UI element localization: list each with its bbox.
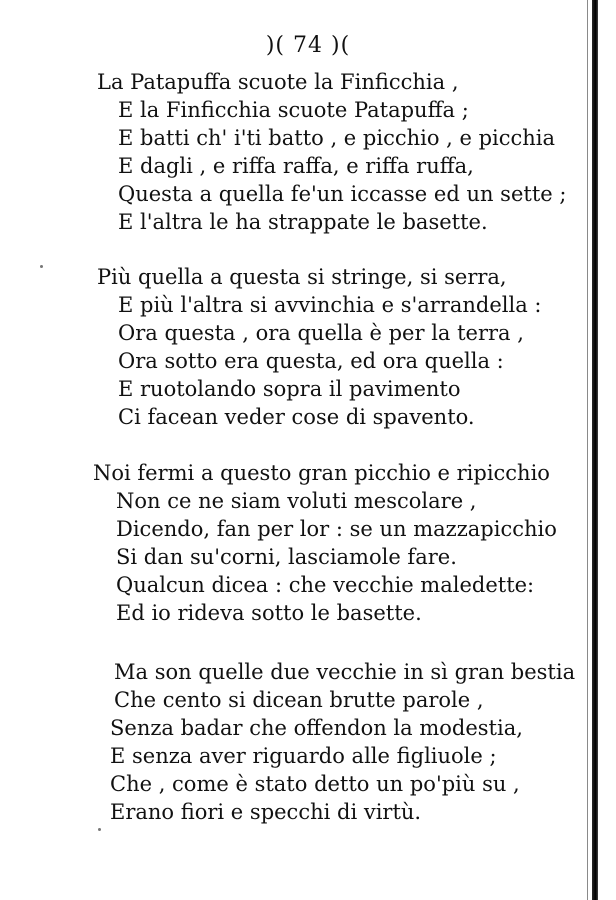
verse-line: Ma son quelle due vecchie in sì gran bestia [114,660,576,684]
page-number: )( 74 )( [265,33,351,58]
verse-line: Questa a quella fe'un iccasse ed un sette ; [118,182,567,206]
verse-line: E l'altra le ha strappate le basette. [118,210,488,234]
verse-line: Ed io rideva sotto le basette. [116,601,422,625]
verse-line: Ci facean veder cose di spavento. [118,405,475,429]
verse-line: Ora questa , ora quella è per la terra , [118,321,524,345]
ink-speck [40,265,43,268]
verse-line: Che cento si dicean brutte parole , [114,688,484,712]
verse-line: E batti ch' i'ti batto , e picchio , e picchia [118,126,556,150]
binding-edge [592,0,598,900]
verse-line: E la Finficchia scuote Patapuffa ; [118,98,469,122]
verse-line: Noi fermi a questo gran picchio e ripicchio [93,461,550,485]
ink-speck [98,828,101,831]
verse-line: Erano fiori e specchi di virtù. [110,800,422,824]
verse-line: Che , come è stato detto un po'più su , [110,772,520,796]
verse-line: Qualcun dicea : che vecchie maledette: [116,573,535,597]
verse-line: E senza aver riguardo alle figliuole ; [110,744,497,768]
verse-line: Senza badar che offendon la modestia, [110,716,523,740]
verse-line: E più l'altra si avvinchia e s'arrandella : [118,293,542,317]
verse-line: Si dan su'corni, lasciamole fare. [116,545,457,569]
verse-line: Non ce ne siam voluti mescolare , [116,489,477,513]
page-edge-line [587,0,588,900]
verse-line: Ora sotto era questa, ed ora quella : [118,349,504,373]
verse-line: E ruotolando sopra il pavimento [118,377,461,401]
verse-line: La Patapuffa scuote la Finficchia , [97,70,459,94]
verse-line: Più quella a questa si stringe, si serra, [97,265,507,289]
verse-line: E dagli , e riffa raffa, e riffa ruffa, [118,154,474,178]
verse-line: Dicendo, fan per lor : se un mazzapicchio [116,517,557,541]
